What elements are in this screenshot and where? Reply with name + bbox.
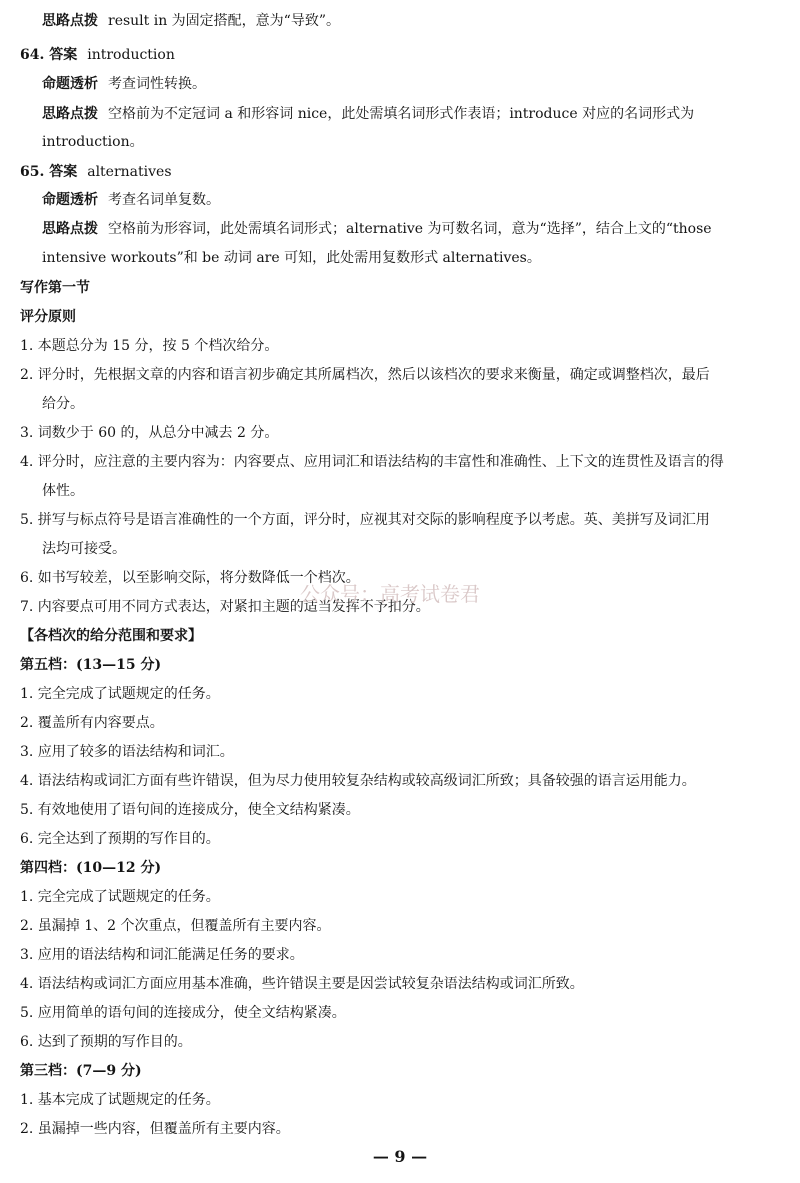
- band4-title: 第四档：(10—12 分): [20, 860, 162, 876]
- q65-hint-line: [0, 218, 800, 240]
- q63-hint-tag: 思路点拨: [42, 13, 98, 29]
- band3-item: 2. 虽漏掉一些内容，但覆盖所有主要内容。: [20, 1121, 290, 1137]
- bands-title: 【各档次的给分范围和要求】: [20, 628, 202, 644]
- q65-label: 65. 答案: [20, 164, 78, 180]
- page-number: — 9 —: [372, 1147, 428, 1166]
- band4-item: 5. 应用简单的语句间的连接成分，使全文结构紧凑。: [20, 1005, 346, 1021]
- band4-item: 6. 达到了预期的写作目的。: [20, 1034, 192, 1050]
- principles-title: 评分原则: [20, 309, 76, 325]
- q65-answer-line: [0, 161, 800, 183]
- q64-analysis-text: 考查词性转换。: [108, 76, 206, 92]
- q64-hint-tag: 思路点拨: [42, 106, 98, 122]
- q64-answer-line: [0, 44, 800, 66]
- watermark: 公众号：高考试卷君: [300, 582, 480, 606]
- principle-item: 3. 词数少于 60 的，从总分中减去 2 分。: [20, 425, 279, 441]
- principle-item: 6. 如书写较差，以至影响交际，将分数降低一个档次。: [20, 570, 360, 586]
- band5-item: 2. 覆盖所有内容要点。: [20, 715, 164, 731]
- q64-analysis-line: [0, 73, 800, 95]
- q64-hint-line: [0, 103, 800, 125]
- q64-hint-text-2: introduction。: [42, 134, 144, 150]
- q65-hint-tag: 思路点拨: [42, 221, 98, 237]
- q64-answer: introduction: [87, 47, 175, 63]
- principle-item: 5. 拼写与标点符号是语言准确性的一个方面，评分时，应视其对交际的影响程度予以考虑。英、美拼写及词汇用: [20, 512, 710, 528]
- band4-item: 3. 应用的语法结构和词汇能满足任务的要求。: [20, 947, 304, 963]
- q64-hint-line-2: [0, 131, 800, 153]
- q64-hint-text-1: 空格前为不定冠词 a 和形容词 nice，此处需填名词形式作表语；introduce 对应的名词形式为: [108, 106, 695, 122]
- principle-item-continuation: 给分。: [42, 396, 84, 412]
- principle-item: 2. 评分时，先根据文章的内容和语言初步确定其所属档次，然后以该档次的要求来衡量，确定或调整档次，最后: [20, 367, 710, 383]
- q63-hint-text: result in 为固定搭配，意为“导致”。: [108, 13, 340, 29]
- q63-hint-line: [0, 10, 800, 32]
- principle-item: 4. 评分时，应注意的主要内容为：内容要点、应用词汇和语法结构的丰富性和准确性、上下文的连贯性及语言的得: [20, 454, 724, 470]
- band3-item: 1. 基本完成了试题规定的任务。: [20, 1092, 220, 1108]
- band5-item: 6. 完全达到了预期的写作目的。: [20, 831, 220, 847]
- band4-item: 1. 完全完成了试题规定的任务。: [20, 889, 220, 905]
- band3-title: 第三档：(7—9 分): [20, 1063, 142, 1079]
- band5-item: 5. 有效地使用了语句间的连接成分，使全文结构紧凑。: [20, 802, 360, 818]
- band5-item: 3. 应用了较多的语法结构和词汇。: [20, 744, 234, 760]
- q65-answer: alternatives: [87, 164, 172, 180]
- q65-analysis-line: [0, 189, 800, 211]
- principle-item-continuation: 法均可接受。: [42, 541, 126, 557]
- q64-label: 64. 答案: [20, 47, 78, 63]
- q65-hint-text-2: intensive workouts”和 be 动词 are 可知，此处需用复数形式 alternatives。: [42, 250, 541, 266]
- principle-item-continuation: 体性。: [42, 483, 84, 499]
- band4-item: 4. 语法结构或词汇方面应用基本准确，些许错误主要是因尝试较复杂语法结构或词汇所致。: [20, 976, 584, 992]
- band4-item: 2. 虽漏掉 1、2 个次重点，但覆盖所有主要内容。: [20, 918, 331, 934]
- band5-item: 1. 完全完成了试题规定的任务。: [20, 686, 220, 702]
- q64-analysis-tag: 命题透析: [42, 76, 98, 92]
- principle-item: 7. 内容要点可用不同方式表达，对紧扣主题的适当发挥不予扣分。: [20, 599, 430, 615]
- band5-title: 第五档：(13—15 分): [20, 657, 162, 673]
- q65-hint-text-1: 空格前为形容词，此处需填名词形式；alternative 为可数名词，意为“选择”，结合上文的“those: [108, 221, 712, 237]
- band5-item: 4. 语法结构或词汇方面有些许错误，但为尽力使用较复杂结构或较高级词汇所致；具备较强的语言运用能力。: [20, 773, 696, 789]
- q65-analysis-text: 考查名词单复数。: [108, 192, 220, 208]
- writing-section-title: 写作第一节: [20, 280, 90, 296]
- q65-analysis-tag: 命题透析: [42, 192, 98, 208]
- q65-hint-line-2: [0, 247, 800, 269]
- principle-item: 1. 本题总分为 15 分，按 5 个档次给分。: [20, 338, 279, 354]
